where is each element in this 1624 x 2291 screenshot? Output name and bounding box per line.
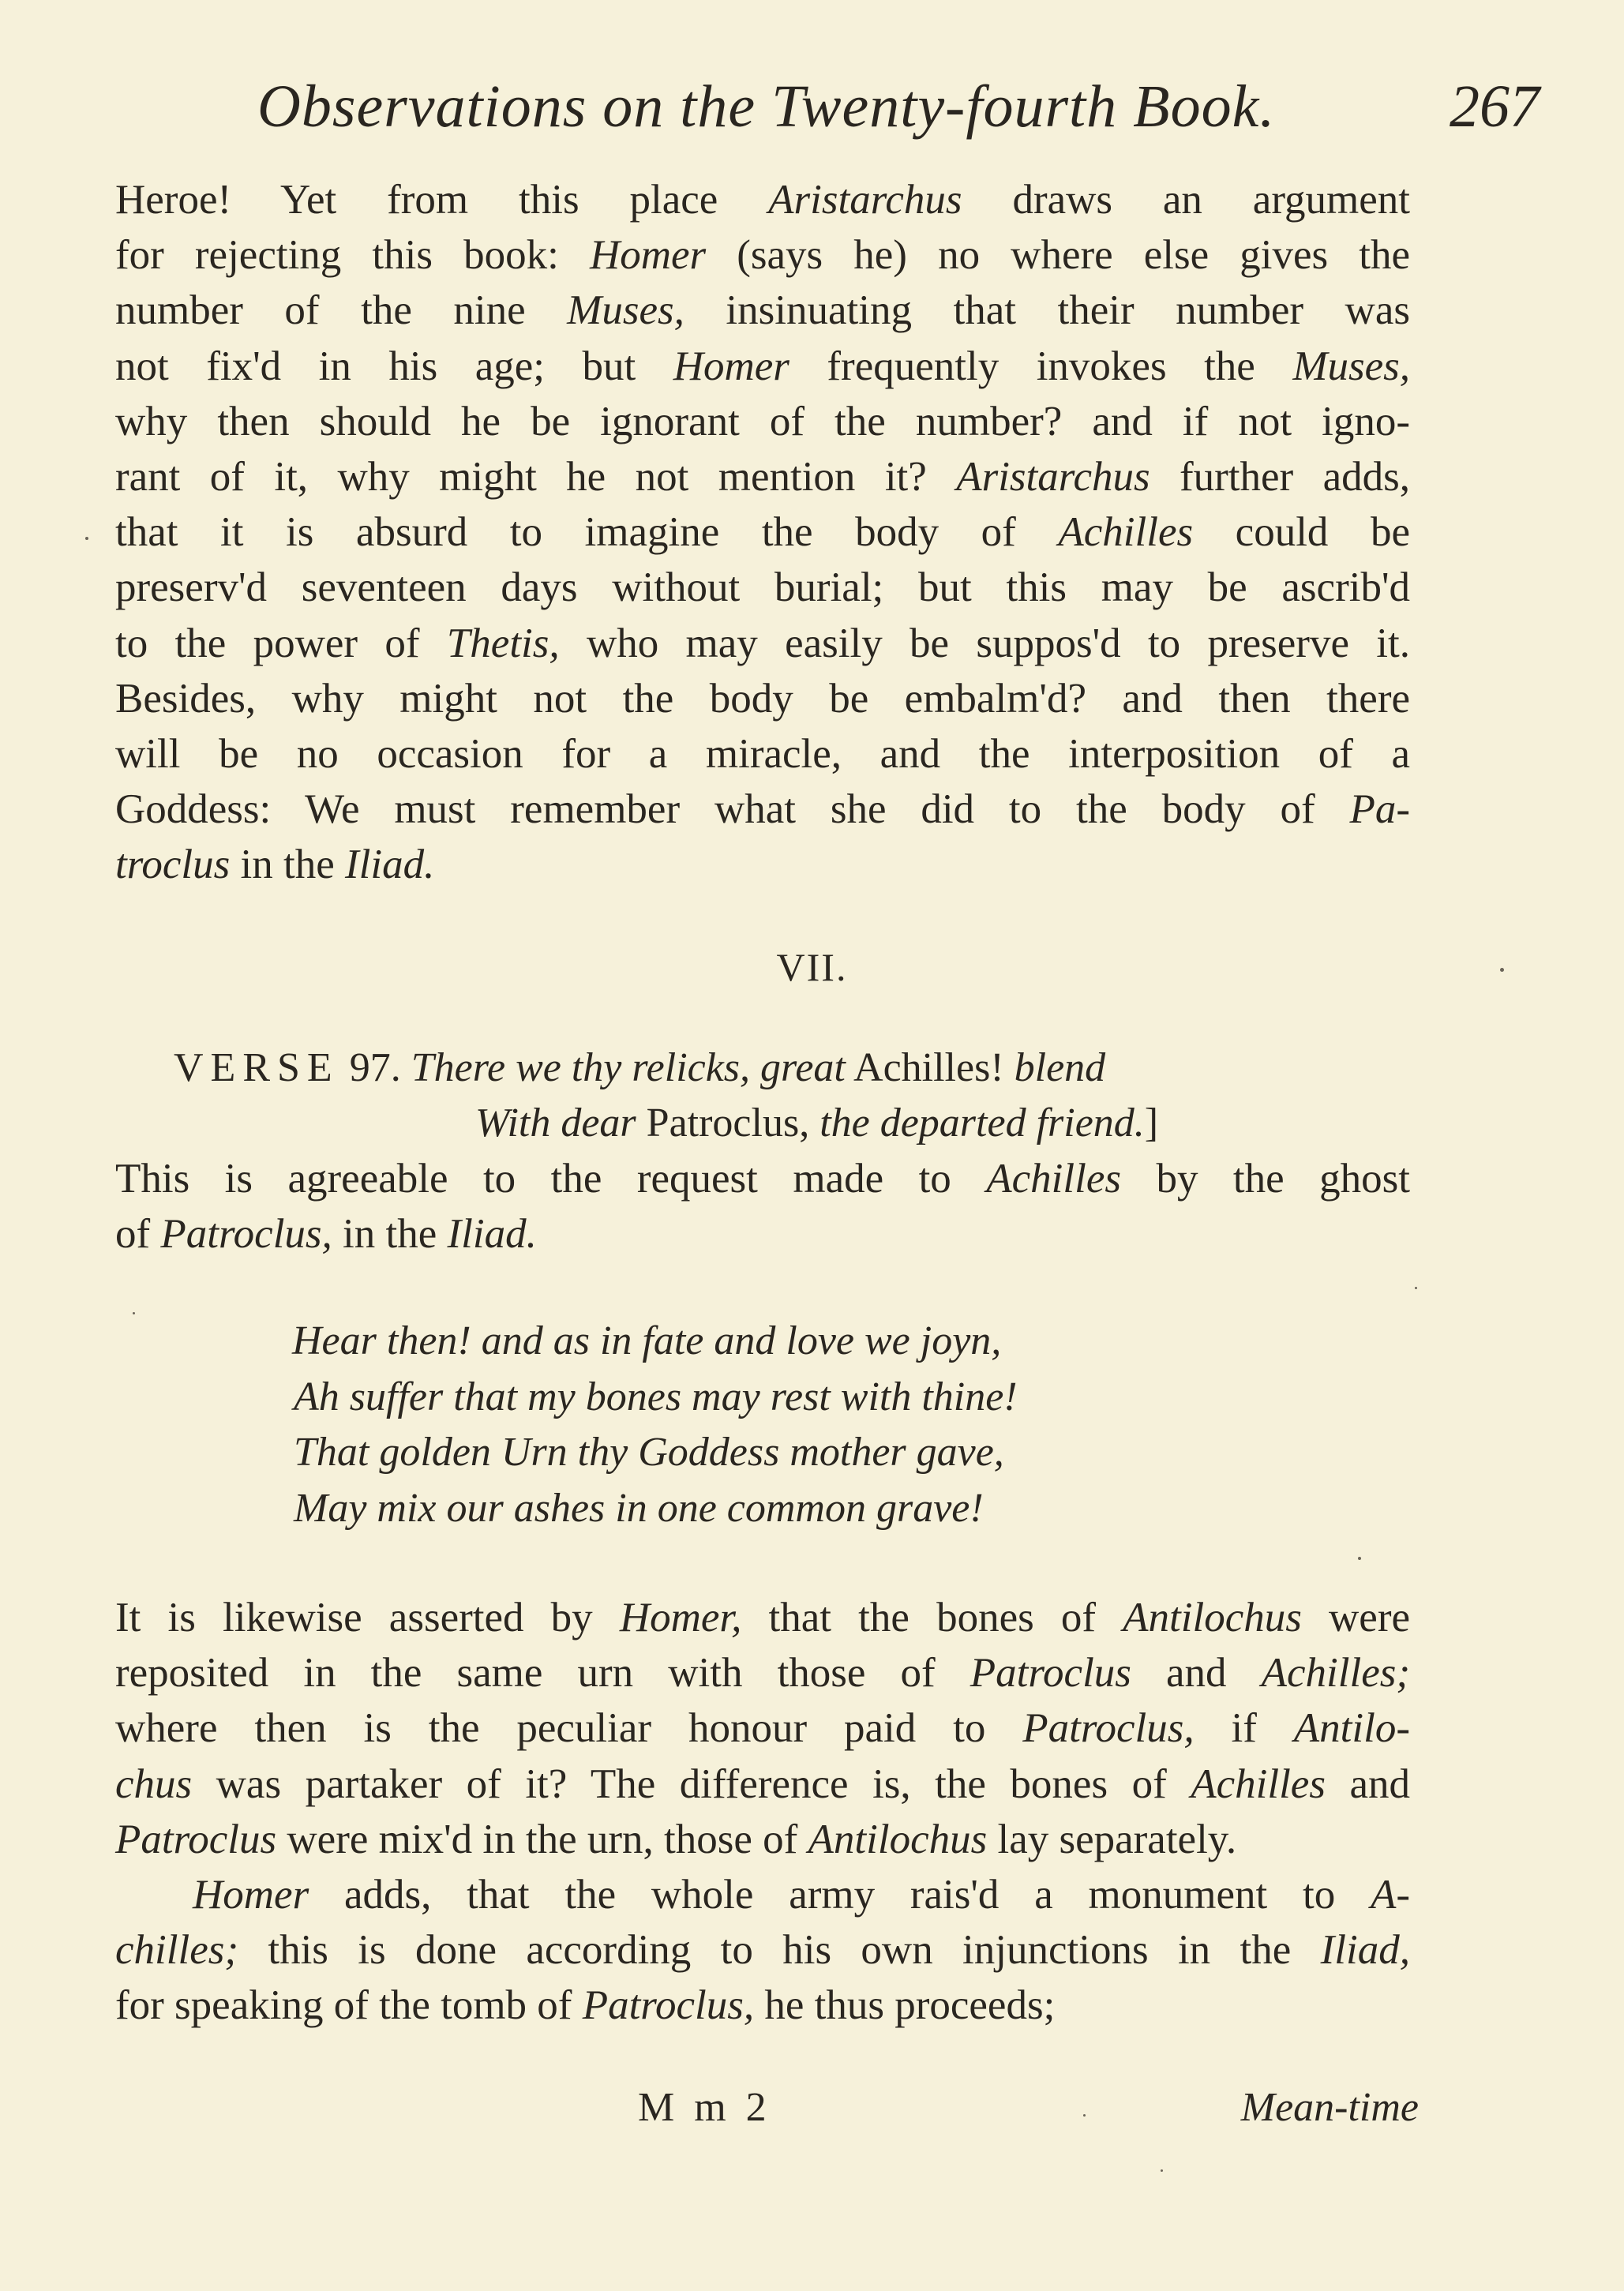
verse-number: 97. [349,1045,401,1090]
text-run: Besides, why might not the body be embalm'd? and then there [115,675,1410,722]
italic-run: Homer [589,232,707,279]
italic-run: Muses, [1292,343,1410,389]
text-run: preserv'd seventeen days without burial; but this may be ascrib'd [115,564,1410,611]
paragraph-request [115,1151,1410,1262]
italic-run: Patroclus, [1022,1705,1195,1752]
italic-run: Aristarchus [768,177,962,223]
italic-run: Iliad, [1320,1927,1410,1974]
text-run: ] [1144,1101,1159,1146]
text-run: and [1131,1650,1262,1697]
italic-run: Patroclus [115,1816,277,1862]
text-run: It is likewise asserted by [115,1595,620,1640]
text-line [115,837,1410,892]
italic-run: Aristarchus [956,453,1150,500]
verse-label: VERSE [174,1045,339,1090]
text-line [115,1590,1410,1645]
text-run: that it is absurd to imagine the body of [115,509,1059,556]
text-run: that the bones of [741,1595,1123,1640]
text-run: Goddess: We must remember what she did to the body of [115,786,1350,833]
italic-run: Antilo- [1293,1705,1410,1752]
text-line [115,1700,1410,1756]
text-line [115,671,1410,726]
text-line [115,1151,1410,1206]
text-run: adds, that the whole army rais'd a monument to [309,1872,1371,1918]
poem-line: That golden Urn thy Goddess mother gave, [294,1430,1004,1475]
text-run: if [1194,1705,1294,1752]
paper-speck [1083,2114,1086,2117]
italic-run: Homer [673,343,789,389]
text-run: rant of it, why might he not mention it? [115,453,957,500]
text-line [115,172,1410,227]
paper-speck [85,537,88,540]
signature-mark: M m 2 [638,2085,771,2130]
text-run: where then is the peculiar honour paid to [115,1705,1023,1752]
text-run: This is agreeable to the request made to [115,1156,987,1202]
paper-speck [1358,1557,1361,1560]
italic-run: Antilochus [1123,1595,1302,1640]
text-run: insinuating that their number was [684,287,1410,334]
italic-run: A- [1370,1872,1410,1918]
italic-run: Patroclus [970,1650,1131,1697]
text-line [115,1757,1410,1812]
text-run: were [1301,1595,1410,1640]
italic-run: Achilles [1058,509,1194,556]
text-line [115,1645,1410,1700]
verse-line-1 [174,1041,1358,1096]
paper-speck [1161,2169,1163,2172]
text-line [115,449,1410,504]
text-run: could be [1193,509,1411,556]
text-run: for rejecting this book: [115,232,590,279]
text-run: in the [230,842,345,888]
quoted-poem [292,1314,1018,1536]
page-footer [0,2084,1624,2147]
section-number: VII. [776,945,848,989]
italic-run: Achilles [1191,1760,1326,1807]
text-run: who may easily be suppos'd to preserve it. [559,620,1410,666]
page-header [118,73,1540,152]
text-line [115,1206,1410,1262]
text-run: (says he) no where else gives the [706,232,1410,279]
italic-run: chilles; [115,1927,238,1974]
paragraph-aristarchus [115,172,1410,892]
text-run: this is done according to his own injunctions in the [238,1927,1321,1974]
text-line [115,1867,1410,1922]
text-run: by the ghost [1121,1156,1410,1202]
text-run: he thus proceeds; [754,1982,1056,2029]
text-run: will be no occasion for a miracle, and the interposition of a [115,730,1410,777]
text-run: for speaking of the tomb of [115,1982,583,2029]
text-line [115,1922,1410,1978]
text-line [115,616,1410,671]
text-line [115,560,1410,615]
paragraph-antilochus [115,1590,1410,1867]
catchword: Mean-time [1240,2085,1419,2130]
text-run: Heroe! Yet from this place [115,177,769,223]
verse-citation [174,1041,1358,1151]
text-run: not fix'd in his age; but [115,343,673,389]
italic-run: Homer [193,1872,309,1918]
text-run: in the [332,1211,448,1258]
text-line [115,1978,1410,2033]
text-run: why then should he be ignorant of the number? and if not igno- [115,398,1410,444]
running-head: Observations on the Twenty-fourth Book. [257,73,1276,140]
text-line [115,283,1410,338]
italic-run: Muses, [567,287,684,334]
text-run: number of the nine [115,287,568,334]
verse-quote-2 [475,1101,1158,1146]
text-run: was partaker of it? The difference is, the bones of [192,1760,1191,1807]
poem-line: Hear then! and as in fate and love we joyn, [292,1318,1002,1363]
text-run: and [1325,1760,1410,1807]
paper-speck [1500,968,1504,972]
italic-run: Homer, [619,1595,742,1640]
italic-run: the departed friend. [820,1101,1145,1146]
text-line [115,339,1410,394]
italic-run: Antilochus [808,1816,988,1862]
verse-line-2 [174,1096,1358,1151]
italic-run: Iliad. [345,842,435,888]
text-run: to the power of [115,620,447,666]
text-run: were mix'd in the urn, those of [276,1816,808,1862]
text-line [115,1812,1410,1867]
italic-run: There we thy relicks, great [411,1045,846,1090]
text-line [115,782,1410,837]
italic-run: Patroclus, [160,1211,332,1258]
poem-line: Ah suffer that my bones may rest with thine! [294,1374,1018,1419]
paragraph-monument [115,1867,1410,2034]
text-run: Achilles! [845,1045,1015,1090]
text-run: lay separately. [987,1816,1237,1862]
italic-run: troclus [115,842,231,888]
italic-run: With dear [475,1101,636,1146]
italic-run: Thetis, [446,620,560,666]
text-run: further adds, [1150,453,1410,500]
page-number: 267 [1450,73,1540,140]
paper-speck [133,1312,135,1314]
text-run: of [115,1211,161,1258]
text-run: frequently invokes the [789,343,1293,389]
text-run: Patroclus, [636,1101,820,1146]
text-line [115,394,1410,449]
text-run: draws an argument [962,177,1410,223]
text-line [115,227,1410,283]
italic-run: Patroclus, [582,1982,755,2029]
italic-run: chus [115,1760,193,1807]
italic-run: Achilles; [1261,1650,1411,1697]
text-line [115,726,1410,782]
poem-line: May mix our ashes in one common grave! [294,1485,984,1531]
italic-run: Iliad. [447,1211,537,1258]
text-run: reposited in the same urn with those of [115,1650,970,1697]
italic-run: Achilles [986,1156,1122,1202]
verse-quote-1 [411,1045,1105,1090]
paper-speck [1415,1287,1417,1289]
italic-run: blend [1014,1045,1106,1090]
italic-run: Pa- [1349,786,1410,833]
text-line [115,504,1410,560]
